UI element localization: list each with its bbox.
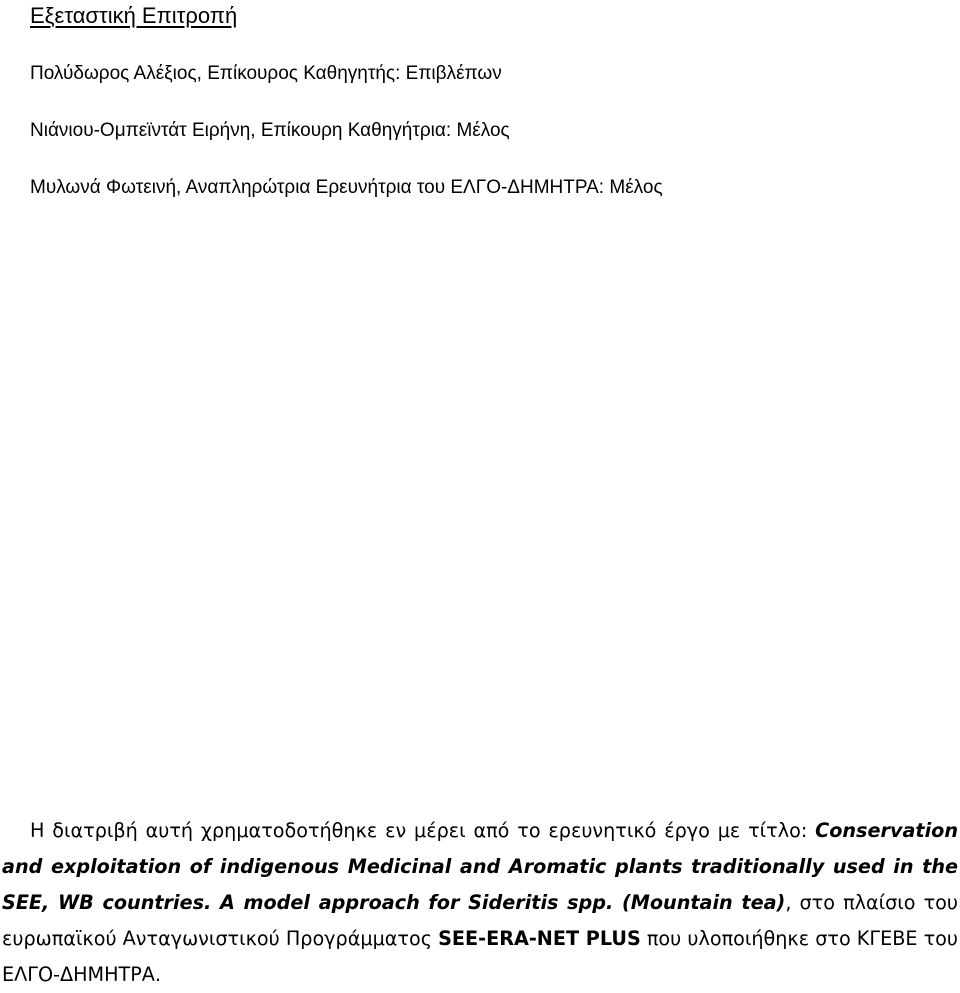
committee-heading: Εξεταστική Επιτροπή <box>30 3 238 28</box>
funding-statement <box>2 813 958 993</box>
program-name: SEE-ERA-NET PLUS <box>438 927 641 951</box>
committee-member: Μυλωνά Φωτεινή, Αναπληρώτρια Ερευνήτρια του ΕΛΓΟ-ΔΗΜΗΤΡΑ: Μέλος <box>30 177 663 198</box>
funding-middle: , στο πλαίσιο του ευρωπαϊκού Ανταγωνιστικού Προγράμματος <box>2 891 959 951</box>
committee-member: Νιάνιου-Ομπεϊντάτ Ειρήνη, Επίκουρη Καθηγήτρια: Μέλος <box>30 120 510 141</box>
project-title: Conservation and exploitation of indigenous Medicinal and Aromatic plants traditionally used in the SEE, WB countries. A model approach for Sideritis spp. (Mountain tea) <box>2 819 958 915</box>
funding-intro: Η διατριβή αυτή χρηματοδοτήθηκε εν μέρει από το ερευνητικό έργο με τίτλο: <box>30 819 816 843</box>
funding-ending: που υλοποιήθηκε στο ΚΓΕΒΕ του ΕΛΓΟ-ΔΗΜΗΤΡΑ. <box>2 927 958 987</box>
committee-member-supervisor: Πολύδωρος Αλέξιος, Επίκουρος Καθηγητής: Επιβλέπων <box>30 63 502 84</box>
